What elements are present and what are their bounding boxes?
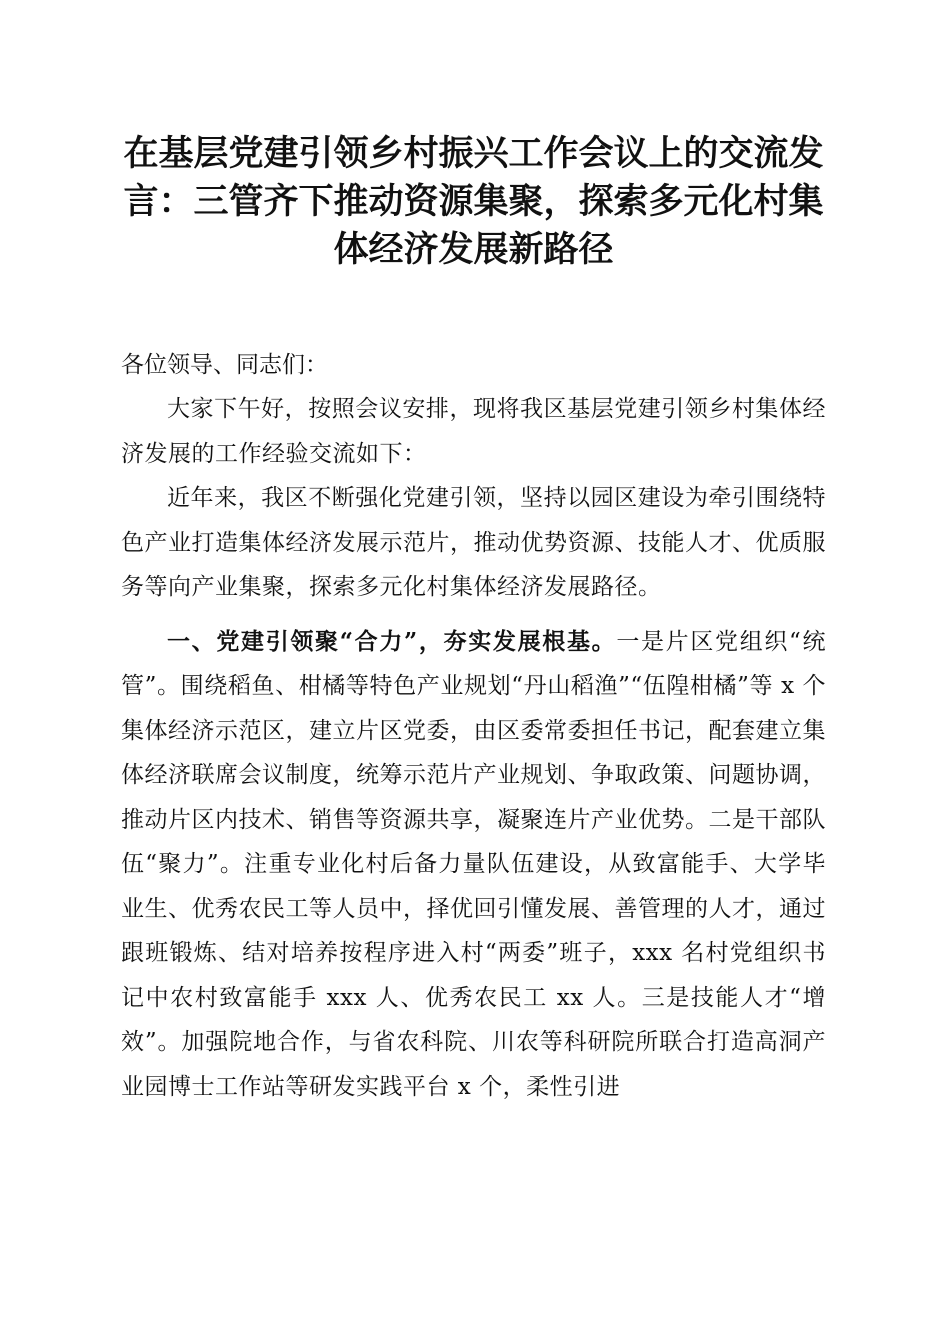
section-1-heading: 一、党建引领聚“合力”，夯实发展根基。 [167,627,617,655]
section-1-paragraph [121,620,826,1110]
document-body [121,130,826,1109]
paragraph-overview: 近年来，我区不断强化党建引领，坚持以园区建设为牵引围绕特色产业打造集体经济发展示范片，推动优势资源、技能人才、优质服务等向产业集聚，探索多元化村集体经济发展路径。 [121,485,826,600]
salutation: 各位领导、同志们： [121,352,328,378]
section-1-body: 一是片区党组织“统管”。围绕稻鱼、柑橘等特色产业规划“丹山稻渔”“伍隍柑橘”等 x 个集体经济示范区，建立片区党委，由区委常委担任书记，配套建立集体经济联席会议制度，统筹示范片产业规划、争取政策、问题协调，推动片区内技术、销售等资源共享，凝聚连片产业优势。二是干部队伍“聚力”。注重专业化村后备力量队伍建设，从致富能手、大学毕业生、优秀农民工等人员中，择优回引懂发展、善管理的人才，通过跟班锻炼、结对培养按程序进入村“两委”班子，xxx 名村党组织书记中农村致富能手 xxx 人、优秀农民工 xx 人。三是技能人才“增效”。加强院地合作，与省农科院、川农等科研院所联合打造高洞产业园博士工作站等研发实践平台 x 个，柔性引进 [121,628,826,1100]
document-title: 在基层党建引领乡村振兴工作会议上的交流发言：三管齐下推动资源集聚，探索多元化村集体经济发展新路径 [123,133,824,270]
paragraph-greeting: 大家下午好，按照会议安排，现将我区基层党建引领乡村集体经济发展的工作经验交流如下： [121,396,826,467]
